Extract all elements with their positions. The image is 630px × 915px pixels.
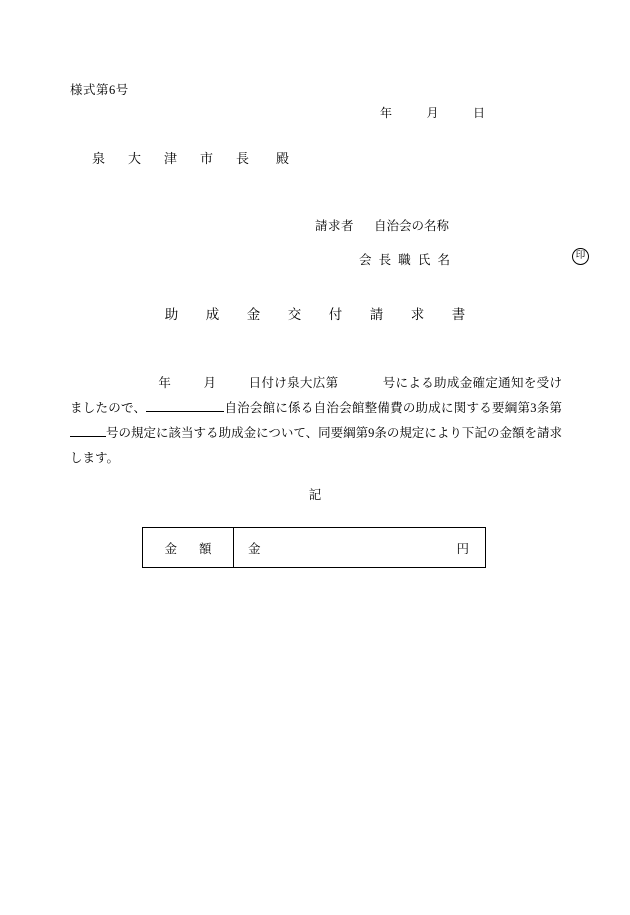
body-line3: の規定に該当する助成金について、同要綱第9条の規定により下記の金額を請求します。 xyxy=(70,426,562,465)
body-month-label: 月 xyxy=(203,376,217,390)
date-month-label: 月 xyxy=(426,106,440,120)
claimant-label: 請求者 xyxy=(315,219,355,233)
addressee xyxy=(92,148,289,167)
claimant-title-name: 会 長 職 氏 名 xyxy=(359,253,453,267)
date-year-label: 年 xyxy=(380,106,393,120)
claimant-row-organization xyxy=(315,216,589,234)
amount-label-cell xyxy=(143,528,234,568)
amount-label-right: 額 xyxy=(199,541,212,556)
body-line2-prefix: で、 xyxy=(120,401,147,415)
date-line xyxy=(380,104,560,121)
date-day-label: 日 xyxy=(473,106,486,120)
form-number: 様式第6号 xyxy=(70,83,129,97)
body-line2-text: 自治会館に係る自治会館整備費の助成に関する要綱第3条第 xyxy=(224,401,562,415)
claimant-row-title-name xyxy=(359,250,589,268)
blank-fill-organization xyxy=(146,411,224,412)
addressee-name: 泉 大 津 市 長 xyxy=(92,151,255,166)
table-row xyxy=(143,528,486,568)
amount-value-cell[interactable] xyxy=(234,528,486,568)
claimant-block xyxy=(315,216,589,268)
body-year-label: 年 xyxy=(158,376,172,390)
amount-table xyxy=(142,527,486,568)
body-line2-suffix: 号 xyxy=(106,426,119,440)
amount-label-left: 金 xyxy=(164,541,177,556)
amount-value-suffix: 円 xyxy=(456,541,469,556)
claimant-organization: 自治会の名称 xyxy=(374,219,450,233)
amount-value-prefix: 金 xyxy=(248,541,261,556)
blank-fill-clause xyxy=(70,436,106,437)
seal-icon: 印 xyxy=(572,248,589,265)
addressee-honorific: 殿 xyxy=(276,151,290,166)
body-notice-text-1: 日付け泉大広第 xyxy=(248,376,339,390)
body-notice-text-2: 号による助成金確定通知を受けましたの xyxy=(70,376,562,415)
page-title: 助 成 金 交 付 請 求 書 xyxy=(164,307,473,322)
body-paragraph xyxy=(70,371,562,471)
ki-marker: 記 xyxy=(308,488,322,502)
